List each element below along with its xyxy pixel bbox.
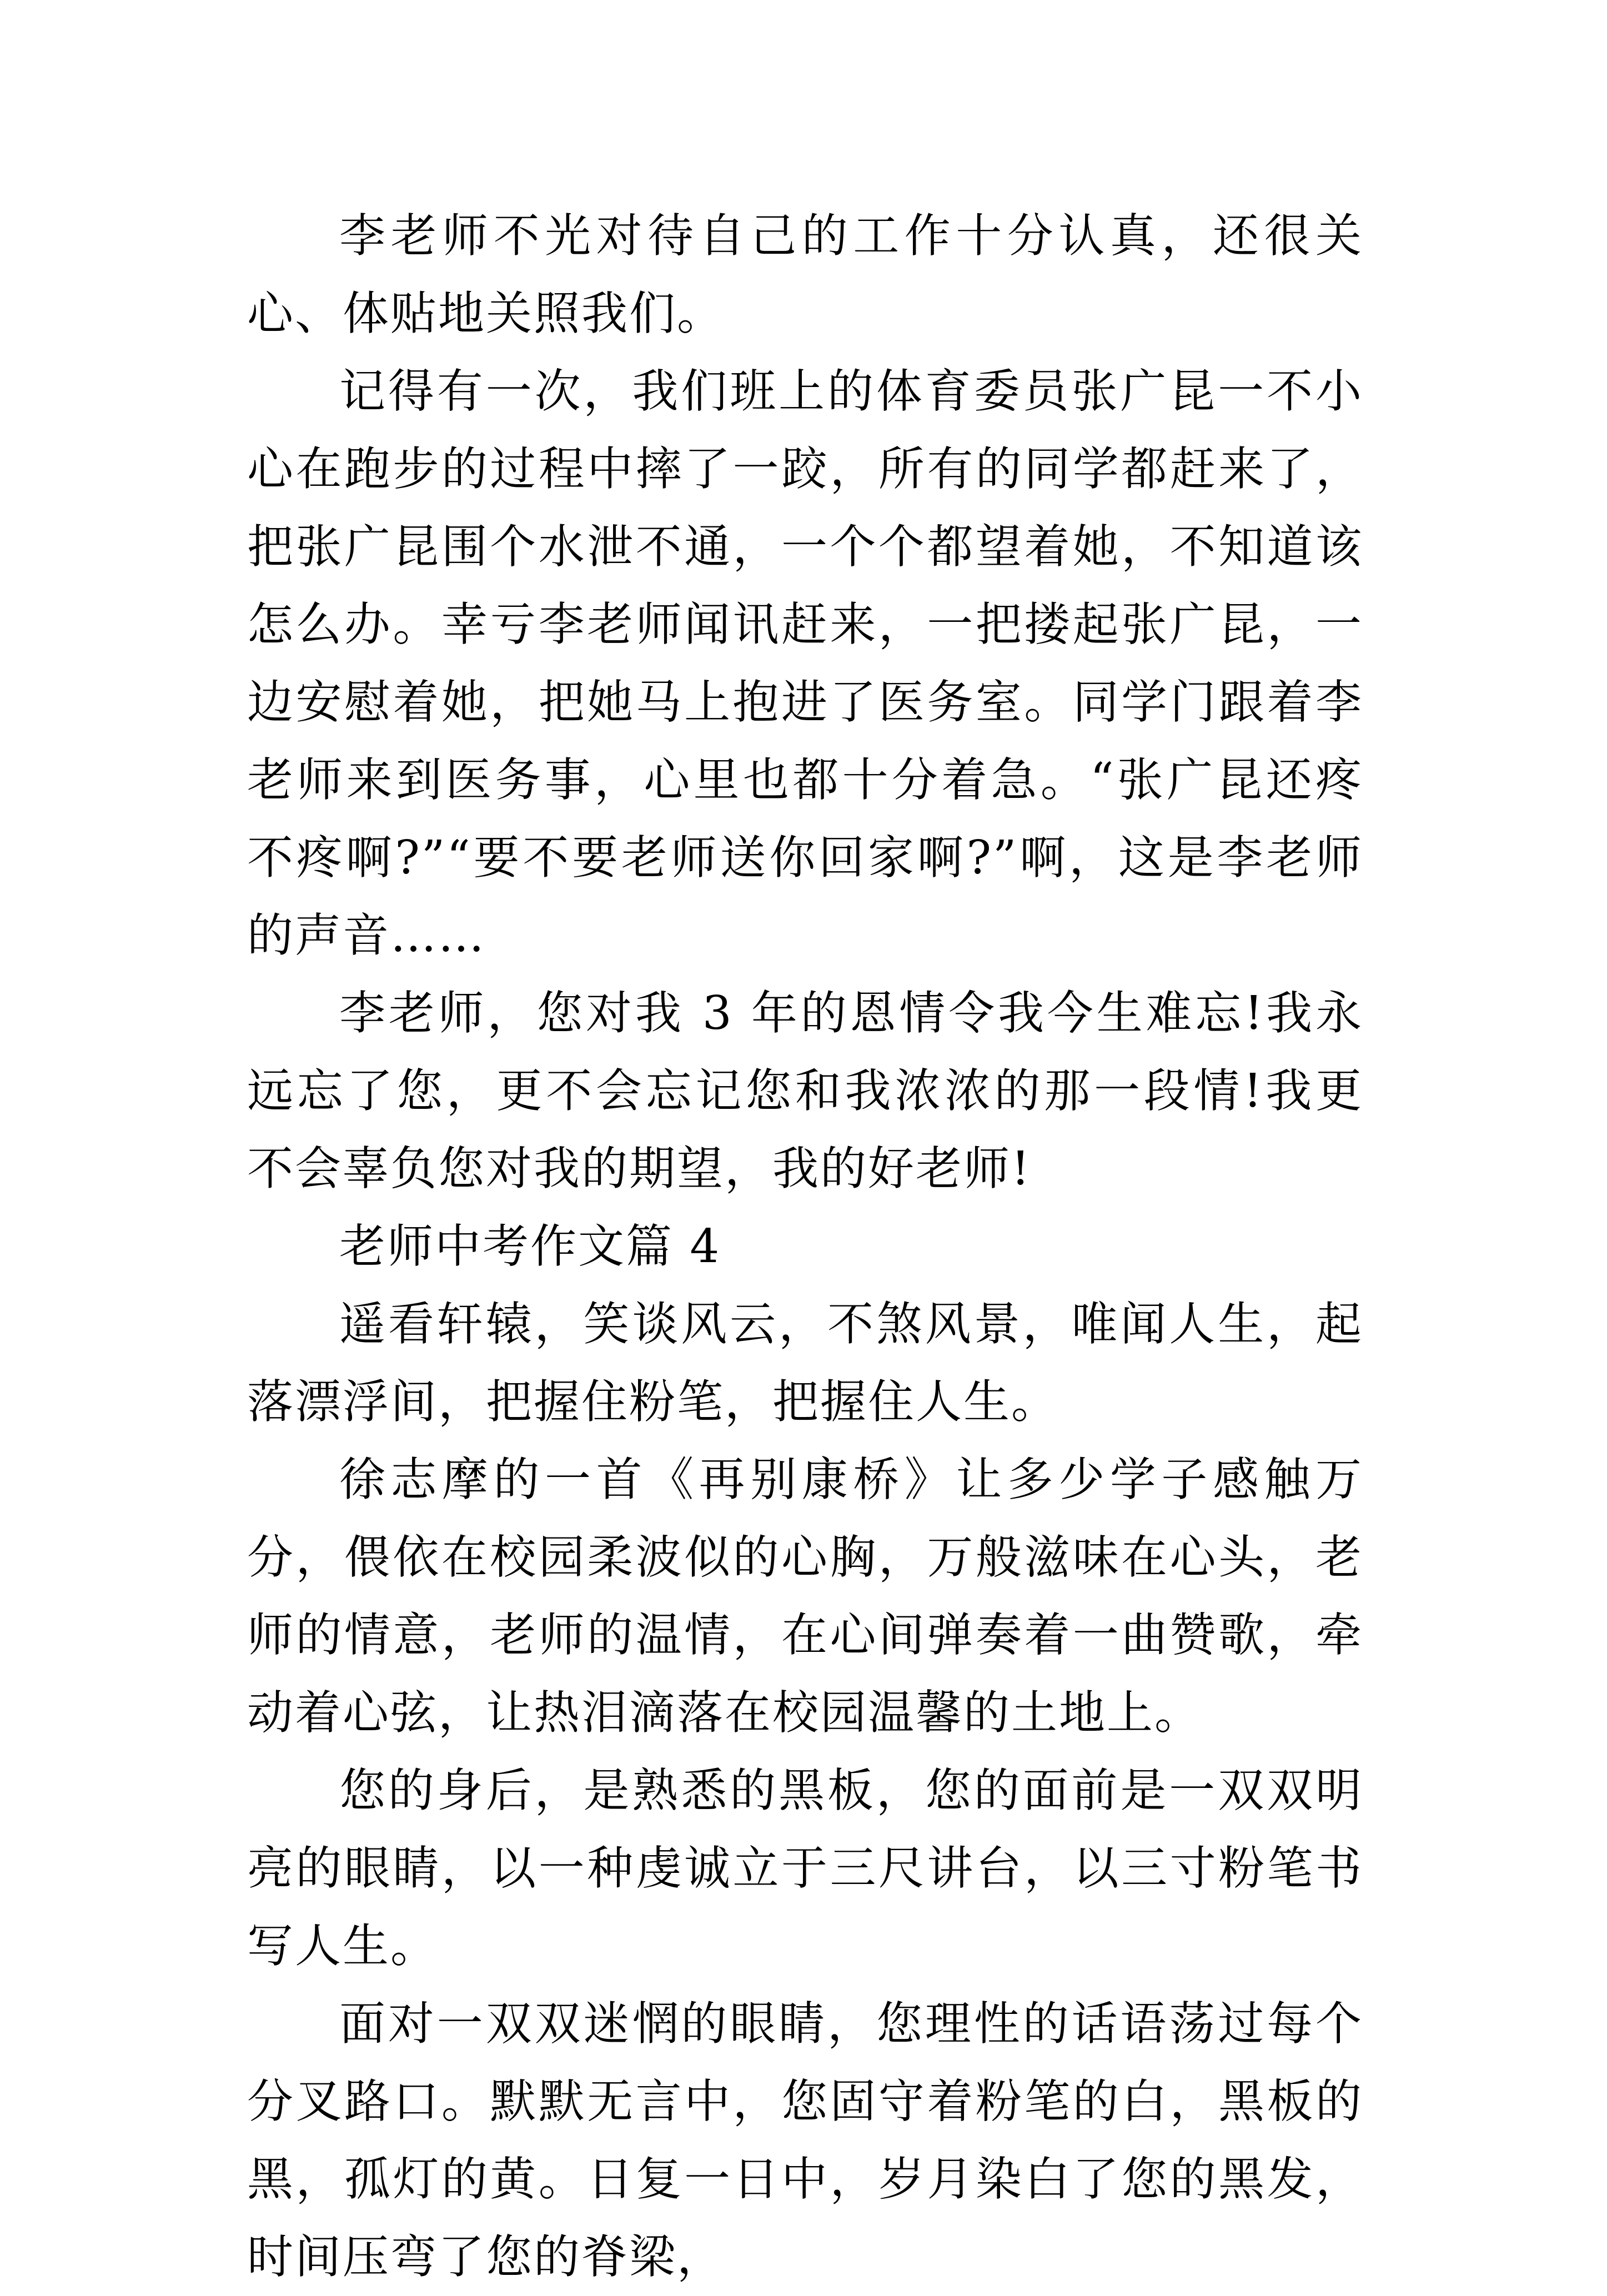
paragraph-3: 李老师，您对我 3 年的恩情令我今生难忘!我永远忘了您，更不会忘记您和我浓浓的那一段情!我更不会辜负您对我的期望，我的好老师! — [247, 986, 1363, 1195]
paragraph-5: 徐志摩的一首《再别康桥》让多少学子感触万分，偎依在校园柔波似的心胸，万般滋味在心头，老师的情意，老师的温情，在心间弹奏着一曲赞歌，牵动着心弦，让热泪滴落在校园温馨的土地上。 — [247, 1453, 1363, 1740]
paragraph-4: 遥看轩辕，笑谈风云，不煞风景，唯闻人生，起落漂浮间，把握住粉笔，把握住人生。 — [247, 1297, 1363, 1429]
paragraph-7: 面对一双双迷惘的眼睛，您理性的话语荡过每个分叉路口。默默无言中，您固守着粉笔的白，黑板的黑，孤灯的黄。日复一日中，岁月染白了您的黑发，时间压弯了您的脊梁， — [247, 1997, 1363, 2284]
paragraph-6: 您的身后，是熟悉的黑板，您的面前是一双双明亮的眼睛，以一种虔诚立于三尺讲台，以三寸粉笔书写人生。 — [247, 1764, 1363, 1973]
section-heading: 老师中考作文篇 4 — [339, 1219, 721, 1273]
paragraph-1: 李老师不光对待自己的工作十分认真，还很关心、体贴地关照我们。 — [247, 209, 1363, 340]
document-body — [247, 197, 1363, 2296]
paragraph-2: 记得有一次，我们班上的体育委员张广昆一不小心在跑步的过程中摔了一跤，所有的同学都赶来了，把张广昆围个水泄不通，一个个都望着她，不知道该怎么办。幸亏李老师闻讯赶来，一把搂起张广昆，一边安慰着她，把她马上抱进了医务室。同学门跟着李老师来到医务事，心里也都十分着急。“张广昆还疼不疼啊?”“要不要老师送你回家啊?”啊，这是李老师的声音…… — [247, 364, 1363, 962]
